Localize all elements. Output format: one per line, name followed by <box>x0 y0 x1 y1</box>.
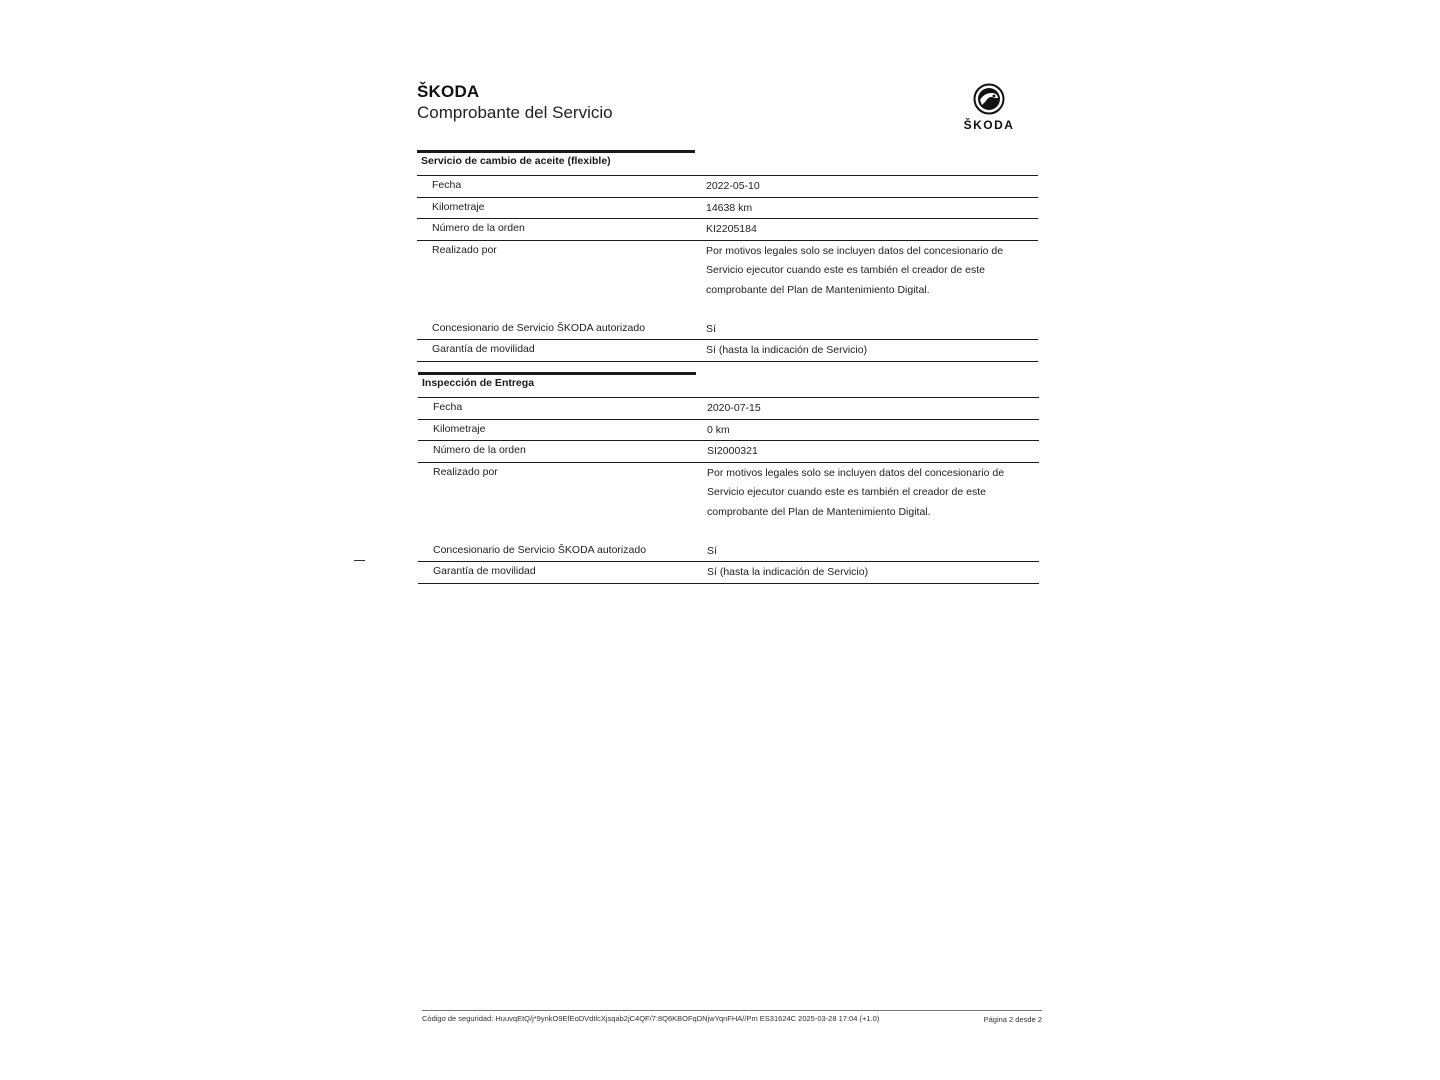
logo-wordmark: ŠKODA <box>963 118 1015 132</box>
row-value: Sí (hasta la indicación de Servicio) <box>707 566 869 578</box>
row-label: Kilometraje <box>432 200 485 213</box>
table-row-performed-by <box>418 463 1039 541</box>
row-value: 14638 km <box>706 201 753 214</box>
table-row-date <box>418 398 1039 420</box>
section-title: Servicio de cambio de aceite (flexible) <box>417 150 695 175</box>
table-row-mileage <box>417 198 1038 220</box>
table-row-mobility-guarantee <box>417 340 1038 362</box>
row-label: Concesionario de Servicio ŠKODA autorizado <box>432 321 646 334</box>
table-row-date <box>417 176 1038 198</box>
row-value: SI2000321 <box>707 445 758 457</box>
section-delivery-inspection <box>418 372 1039 584</box>
brand-name: ŠKODA <box>417 82 480 101</box>
row-value: Sí <box>707 544 717 557</box>
skoda-arrow-logo-icon <box>973 83 1005 115</box>
table-row-order-number <box>418 441 1039 463</box>
row-label: Realizado por <box>432 243 497 256</box>
page-footer <box>422 1010 1042 1023</box>
table-row-mileage <box>418 420 1039 442</box>
row-value: Por motivos legales solo se incluyen datos del concesionario de Servicio ejecutor cuando este es también el creador de este comprobante del Plan de Mantenimiento Digital. <box>707 466 1005 518</box>
row-label: Número de la orden <box>433 444 526 456</box>
page-title: Comprobante del Servicio <box>417 103 613 122</box>
section-table <box>417 175 1038 362</box>
row-label: Número de la orden <box>432 222 525 234</box>
row-value: Sí (hasta la indicación de Servicio) <box>706 344 868 356</box>
row-label: Realizado por <box>433 465 498 478</box>
margin-mark <box>354 560 365 561</box>
row-value: KI2205184 <box>706 223 757 235</box>
row-label: Kilometraje <box>433 422 486 435</box>
row-value: 2020-07-15 <box>707 402 761 414</box>
table-row-mobility-guarantee <box>418 562 1039 584</box>
row-value: 0 km <box>707 423 730 436</box>
section-table <box>418 397 1039 584</box>
table-row-order-number <box>417 219 1038 241</box>
security-code: Código de seguridad: HuuvqEtQ/j*9ynkO9EfEoDVdtlcXjsqab2jC4QF/7:8Q6KBOFqDNjwYqnFHA//Pm ES31624C 2025-03-28 17:04 (+1.0) <box>422 1014 880 1023</box>
row-label: Fecha <box>433 401 463 413</box>
row-label: Garantía de movilidad <box>433 565 536 577</box>
table-row-performed-by <box>417 241 1038 319</box>
brand-logo <box>954 83 1024 133</box>
row-value: 2022-05-10 <box>706 180 760 192</box>
table-row-authorized-dealer <box>417 319 1038 341</box>
table-row-authorized-dealer <box>418 541 1039 563</box>
section-title: Inspección de Entrega <box>418 372 696 397</box>
section-oil-change <box>417 150 1038 362</box>
row-value: Sí <box>706 322 716 335</box>
row-label: Fecha <box>432 179 462 191</box>
row-label: Garantía de movilidad <box>432 343 535 355</box>
row-label: Concesionario de Servicio ŠKODA autorizado <box>433 543 647 556</box>
row-value: Por motivos legales solo se incluyen datos del concesionario de Servicio ejecutor cuando este es también el creador de este comprobante del Plan de Mantenimiento Digital. <box>706 244 1004 296</box>
page-number: Página 2 desde 2 <box>983 1015 1042 1024</box>
